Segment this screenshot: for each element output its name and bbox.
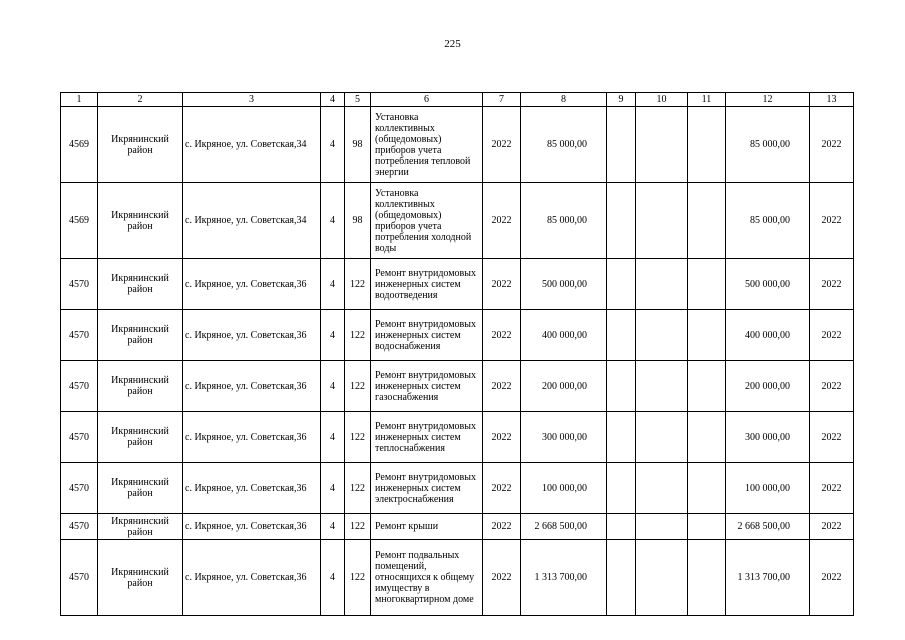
cell-col11	[688, 310, 726, 361]
cell-year	[483, 107, 521, 183]
cell-col11	[688, 463, 726, 514]
cell-text: 4570	[69, 482, 89, 494]
cell-text: 300 000,00	[542, 431, 587, 443]
cell-year	[483, 540, 521, 616]
header-cell: 4	[321, 93, 345, 107]
cell-fund-amount	[726, 361, 810, 412]
cell-text: 2022	[491, 215, 512, 226]
cell-col9	[607, 514, 636, 540]
table-row	[61, 463, 854, 514]
header-cell: 11	[688, 93, 726, 107]
cell-address	[183, 310, 321, 361]
cell-total-cost	[521, 183, 607, 259]
header-cell: 6	[371, 93, 483, 107]
cell-text: 2022	[821, 521, 842, 532]
cell-col11	[688, 259, 726, 310]
cell-col10	[636, 310, 688, 361]
cell-col10	[636, 540, 688, 616]
header-cell: 3	[183, 93, 321, 107]
cell-text: Ремонт внутридомовых инженерных систем водоснабжения	[375, 318, 477, 352]
cell-text: 4570	[69, 572, 89, 583]
cell-completion-year	[810, 463, 854, 514]
cell-text: 4	[330, 482, 335, 494]
cell-text: 2022	[821, 431, 842, 443]
cell-text: 500 000,00	[745, 278, 790, 290]
cell-total-cost	[521, 361, 607, 412]
cell-year	[483, 259, 521, 310]
cell-total-cost	[521, 107, 607, 183]
cell-registry-number	[61, 310, 98, 361]
cell-fund-amount	[726, 259, 810, 310]
cell-text: 2022	[821, 380, 842, 392]
table-row	[61, 107, 854, 183]
cell-registry-number	[61, 361, 98, 412]
cell-text: 4	[330, 139, 335, 150]
cell-col10	[636, 183, 688, 259]
table-row	[61, 310, 854, 361]
cell-registry-number	[61, 259, 98, 310]
cell-text: 2022	[821, 139, 842, 150]
cell-text: 4570	[69, 278, 89, 290]
cell-col5	[345, 259, 371, 310]
cell-text: Икрянинский район	[111, 133, 169, 156]
cell-col9	[607, 259, 636, 310]
cell-text: 2022	[821, 572, 842, 583]
cell-col11	[688, 183, 726, 259]
cell-completion-year	[810, 412, 854, 463]
cell-col9	[607, 540, 636, 616]
cell-text: 4570	[69, 329, 89, 341]
cell-text: с. Икряное, ул. Советская,36	[185, 278, 307, 290]
cell-completion-year	[810, 310, 854, 361]
cell-address	[183, 412, 321, 463]
cell-completion-year	[810, 259, 854, 310]
cell-completion-year	[810, 183, 854, 259]
cell-total-cost	[521, 514, 607, 540]
cell-work-type	[371, 107, 483, 183]
cell-col9	[607, 310, 636, 361]
cell-text: 400 000,00	[745, 329, 790, 341]
cell-text: 4569	[69, 139, 89, 150]
cell-address	[183, 107, 321, 183]
cell-text: с. Икряное, ул. Советская,36	[185, 431, 307, 443]
cell-year	[483, 183, 521, 259]
cell-text: 2022	[491, 329, 512, 341]
cell-text: 2022	[821, 215, 842, 226]
cell-text: Ремонт внутридомовых инженерных систем газоснабжения	[375, 369, 477, 403]
cell-year	[483, 412, 521, 463]
cell-year	[483, 361, 521, 412]
cell-text: 2 668 500,00	[534, 521, 587, 532]
cell-col5	[345, 463, 371, 514]
cell-col10	[636, 259, 688, 310]
cell-fund-amount	[726, 463, 810, 514]
cell-floors	[321, 107, 345, 183]
cell-text: с. Икряное, ул. Советская,34	[185, 139, 307, 150]
cell-text: 85 000,00	[547, 215, 587, 226]
cell-text: Ремонт внутридомовых инженерных систем теплоснабжения	[375, 420, 477, 454]
cell-text: Ремонт внутридомовых инженерных систем водоотведения	[375, 267, 477, 301]
cell-completion-year	[810, 107, 854, 183]
cell-col5	[345, 183, 371, 259]
cell-col10	[636, 107, 688, 183]
cell-fund-amount	[726, 310, 810, 361]
cell-text: Икрянинский район	[111, 324, 169, 346]
table-row	[61, 361, 854, 412]
cell-district	[98, 361, 183, 412]
cell-text: 2022	[821, 329, 842, 341]
cell-fund-amount	[726, 514, 810, 540]
cell-col10	[636, 463, 688, 514]
cell-text: с. Икряное, ул. Советская,36	[185, 329, 307, 341]
cell-registry-number	[61, 412, 98, 463]
cell-registry-number	[61, 463, 98, 514]
cell-fund-amount	[726, 183, 810, 259]
cell-text: 2022	[491, 521, 512, 532]
header-cell: 12	[726, 93, 810, 107]
cell-text: 200 000,00	[745, 380, 790, 392]
cell-text: 4570	[69, 521, 89, 532]
cell-address	[183, 514, 321, 540]
cell-text: с. Икряное, ул. Советская,34	[185, 215, 307, 226]
cell-text: Икрянинский район	[111, 273, 169, 295]
cell-fund-amount	[726, 540, 810, 616]
cell-col9	[607, 361, 636, 412]
cell-text: 2022	[821, 278, 842, 290]
cell-text: 2022	[821, 482, 842, 494]
cell-floors	[321, 514, 345, 540]
cell-text: с. Икряное, ул. Советская,36	[185, 380, 307, 392]
table-row	[61, 259, 854, 310]
table-row	[61, 514, 854, 540]
cell-text: 85 000,00	[750, 139, 790, 150]
cell-col5	[345, 310, 371, 361]
cell-address	[183, 540, 321, 616]
cell-total-cost	[521, 540, 607, 616]
cell-total-cost	[521, 463, 607, 514]
cell-floors	[321, 361, 345, 412]
cell-work-type	[371, 183, 483, 259]
cell-registry-number	[61, 183, 98, 259]
cell-total-cost	[521, 310, 607, 361]
cell-address	[183, 183, 321, 259]
cell-text: 100 000,00	[542, 482, 587, 494]
cell-text: 300 000,00	[745, 431, 790, 443]
capital-repair-table	[60, 92, 854, 616]
cell-floors	[321, 183, 345, 259]
cell-registry-number	[61, 540, 98, 616]
cell-col9	[607, 107, 636, 183]
cell-text: 122	[350, 521, 365, 532]
cell-work-type	[371, 361, 483, 412]
cell-work-type	[371, 463, 483, 514]
cell-floors	[321, 540, 345, 616]
table-row	[61, 183, 854, 259]
cell-registry-number	[61, 514, 98, 540]
header-row	[61, 93, 854, 107]
cell-text: 1 313 700,00	[534, 572, 587, 583]
cell-address	[183, 361, 321, 412]
cell-fund-amount	[726, 412, 810, 463]
cell-text: 400 000,00	[542, 329, 587, 341]
cell-work-type	[371, 310, 483, 361]
cell-total-cost	[521, 259, 607, 310]
cell-district	[98, 183, 183, 259]
cell-col9	[607, 183, 636, 259]
cell-col9	[607, 463, 636, 514]
cell-district	[98, 540, 183, 616]
cell-registry-number	[61, 107, 98, 183]
cell-district	[98, 310, 183, 361]
cell-text: Установка коллективных (общедомовых) приборов учета потребления холодной воды	[375, 187, 472, 254]
cell-text: 2022	[491, 139, 512, 150]
header-cell: 9	[607, 93, 636, 107]
cell-text: с. Икряное, ул. Советская,36	[185, 572, 307, 583]
header-cell: 10	[636, 93, 688, 107]
cell-year	[483, 463, 521, 514]
cell-col10	[636, 412, 688, 463]
cell-text: 4	[330, 572, 335, 583]
cell-text: Икрянинский район	[111, 375, 169, 397]
cell-text: с. Икряное, ул. Советская,36	[185, 521, 307, 532]
header-cell: 1	[61, 93, 98, 107]
cell-col11	[688, 107, 726, 183]
cell-text: 4570	[69, 380, 89, 392]
cell-completion-year	[810, 361, 854, 412]
cell-year	[483, 310, 521, 361]
cell-text: 500 000,00	[542, 278, 587, 290]
cell-text: 4570	[69, 431, 89, 443]
cell-fund-amount	[726, 107, 810, 183]
cell-text: 98	[352, 215, 363, 226]
cell-col5	[345, 514, 371, 540]
cell-text: 98	[352, 139, 363, 150]
cell-text: 2022	[491, 380, 512, 392]
header-cell: 8	[521, 93, 607, 107]
cell-col10	[636, 361, 688, 412]
cell-floors	[321, 463, 345, 514]
cell-text: 2022	[491, 278, 512, 290]
cell-address	[183, 259, 321, 310]
cell-text: Икрянинский район	[111, 426, 169, 448]
cell-completion-year	[810, 540, 854, 616]
cell-work-type	[371, 514, 483, 540]
cell-text: 85 000,00	[547, 139, 587, 150]
cell-text: 200 000,00	[542, 380, 587, 392]
cell-text: 1 313 700,00	[737, 572, 790, 583]
header-cell: 2	[98, 93, 183, 107]
cell-district	[98, 463, 183, 514]
cell-total-cost	[521, 412, 607, 463]
cell-text: Ремонт подвальных помещений, относящихся к общему имуществу в многоквартирном доме	[375, 550, 475, 605]
cell-text: Икрянинский район	[111, 209, 169, 232]
cell-district	[98, 514, 183, 540]
cell-floors	[321, 259, 345, 310]
cell-text: Установка коллективных (общедомовых) приборов учета потребления тепловой энергии	[375, 111, 471, 178]
cell-col5	[345, 540, 371, 616]
cell-text: 85 000,00	[750, 215, 790, 226]
cell-text: 122	[350, 431, 365, 443]
page-number: 225	[444, 38, 461, 50]
cell-col5	[345, 412, 371, 463]
cell-district	[98, 259, 183, 310]
cell-text: 4	[330, 380, 335, 392]
cell-text: с. Икряное, ул. Советская,36	[185, 482, 307, 494]
cell-text: 2022	[491, 572, 512, 583]
cell-col10	[636, 514, 688, 540]
cell-text: Икрянинский район	[111, 515, 169, 538]
cell-text: 122	[350, 329, 365, 341]
cell-text: 4	[330, 521, 335, 532]
cell-text: Икрянинский район	[111, 477, 169, 499]
cell-work-type	[371, 412, 483, 463]
cell-text: Ремонт крыши	[375, 521, 439, 532]
table-row	[61, 412, 854, 463]
cell-col11	[688, 412, 726, 463]
cell-floors	[321, 310, 345, 361]
header-cell: 13	[810, 93, 854, 107]
cell-col11	[688, 540, 726, 616]
table-row	[61, 540, 854, 616]
cell-text: 122	[350, 278, 365, 290]
cell-col9	[607, 412, 636, 463]
cell-text: 4	[330, 278, 335, 290]
cell-text: 122	[350, 482, 365, 494]
cell-text: 2022	[491, 431, 512, 443]
cell-text: 100 000,00	[745, 482, 790, 494]
cell-col5	[345, 361, 371, 412]
cell-work-type	[371, 259, 483, 310]
cell-text: 4	[330, 215, 335, 226]
cell-col11	[688, 361, 726, 412]
cell-completion-year	[810, 514, 854, 540]
cell-text: Икрянинский район	[111, 566, 169, 589]
cell-address	[183, 463, 321, 514]
cell-text: 4	[330, 329, 335, 341]
cell-text: 2022	[491, 482, 512, 494]
header-cell: 7	[483, 93, 521, 107]
cell-col5	[345, 107, 371, 183]
cell-floors	[321, 412, 345, 463]
cell-work-type	[371, 540, 483, 616]
cell-text: 4569	[69, 215, 89, 226]
cell-text: 122	[350, 380, 365, 392]
cell-col11	[688, 514, 726, 540]
header-cell: 5	[345, 93, 371, 107]
cell-text: 2 668 500,00	[737, 521, 790, 532]
cell-year	[483, 514, 521, 540]
cell-district	[98, 412, 183, 463]
cell-text: Ремонт внутридомовых инженерных систем электроснабжения	[375, 471, 477, 505]
cell-district	[98, 107, 183, 183]
cell-text: 122	[350, 572, 365, 583]
cell-text: 4	[330, 431, 335, 443]
